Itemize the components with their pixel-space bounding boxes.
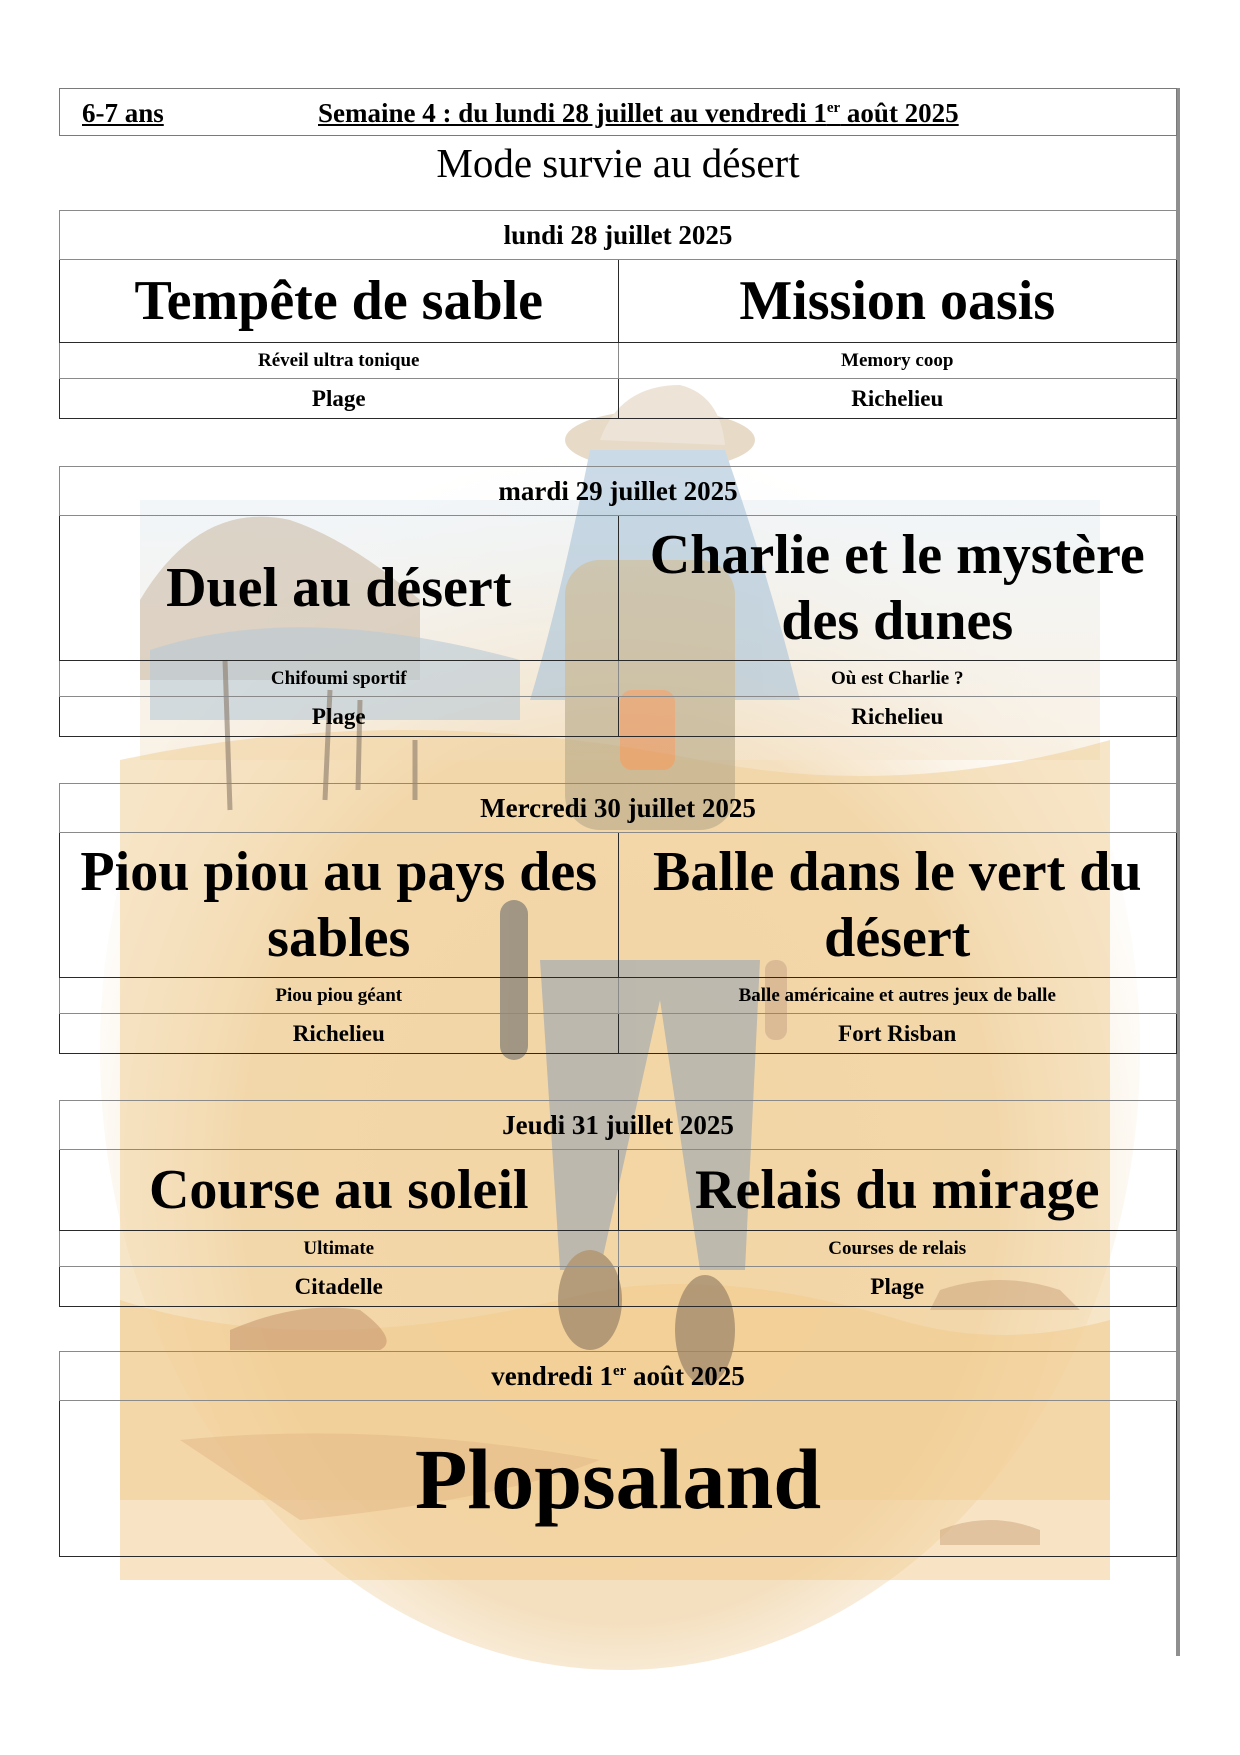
day-date: Mercredi 30 juillet 2025 (60, 784, 1177, 833)
day-table-friday (59, 1351, 1177, 1557)
activity-title: Plopsaland (60, 1401, 1177, 1557)
activity-title: Mission oasis (618, 260, 1177, 343)
day-table-monday (59, 210, 1177, 419)
week-title-prefix: Semaine 4 : du lundi 28 juillet au vendredi 1 (318, 98, 827, 128)
header-row (59, 88, 1177, 136)
activity-description: Réveil ultra tonique (60, 343, 619, 379)
activity-title: Duel au désert (60, 516, 619, 661)
activity-place: Plage (60, 379, 619, 419)
activity-place: Plage (60, 697, 619, 737)
day-date: mardi 29 juillet 2025 (60, 467, 1177, 516)
activity-title: Course au soleil (60, 1150, 619, 1231)
age-group: 6-7 ans (82, 98, 164, 128)
activity-description: Ultimate (60, 1231, 619, 1267)
week-title-suffix: août 2025 (840, 98, 959, 128)
activity-place: Richelieu (60, 1014, 619, 1054)
week-title (318, 98, 959, 129)
day-table-wednesday (59, 783, 1177, 1054)
activity-place: Richelieu (618, 697, 1177, 737)
activity-description: Memory coop (618, 343, 1177, 379)
activity-title: Tempête de sable (60, 260, 619, 343)
day-date-prefix: vendredi 1 (491, 1360, 613, 1391)
page-subtitle: Mode survie au désert (436, 140, 800, 186)
week-title-sup: er (826, 100, 841, 116)
activity-description: Balle américaine et autres jeux de balle (618, 978, 1177, 1014)
activity-title: Charlie et le mystère des dunes (618, 516, 1177, 661)
day-table-thursday (59, 1100, 1177, 1307)
activity-place: Citadelle (60, 1267, 619, 1307)
day-table-tuesday (59, 466, 1177, 737)
day-date-suffix: août 2025 (626, 1360, 745, 1391)
activity-title: Balle dans le vert du désert (618, 833, 1177, 978)
day-date: lundi 28 juillet 2025 (60, 211, 1177, 260)
activity-description: Chifoumi sportif (60, 661, 619, 697)
activity-place: Fort Risban (618, 1014, 1177, 1054)
day-date (60, 1352, 1177, 1401)
day-date-sup: er (612, 1362, 627, 1379)
activity-description: Courses de relais (618, 1231, 1177, 1267)
activity-description: Où est Charlie ? (618, 661, 1177, 697)
activity-title: Relais du mirage (618, 1150, 1177, 1231)
day-date: Jeudi 31 juillet 2025 (60, 1101, 1177, 1150)
activity-description: Piou piou géant (60, 978, 619, 1014)
activity-place: Plage (618, 1267, 1177, 1307)
activity-place: Richelieu (618, 379, 1177, 419)
activity-title: Piou piou au pays des sables (60, 833, 619, 978)
